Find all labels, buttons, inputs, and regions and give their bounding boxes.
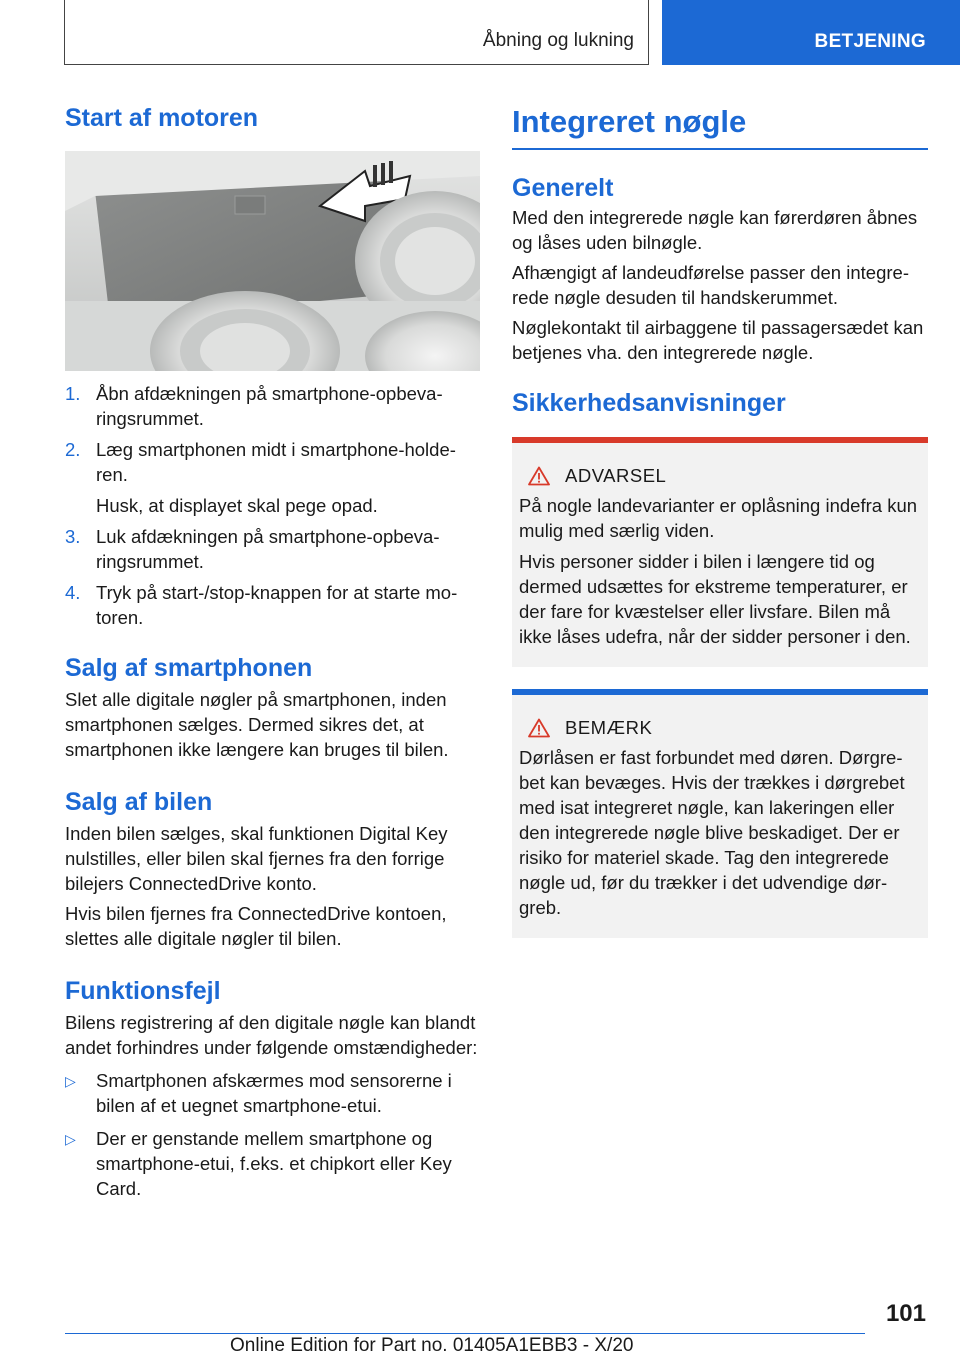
note-label: BEMÆRK [565,717,653,738]
left-column [65,100,480,1209]
right-column [512,100,928,938]
fault-bullet-list [65,1068,480,1201]
step-number: 2. [65,439,81,460]
warning-box [512,437,928,667]
general-heading: Generelt [512,174,614,202]
header-section-box [64,0,649,65]
list-item [65,1126,480,1201]
note-box [512,689,928,938]
general-paragraph-3: Nøglekontakt til airbaggene til passagersædet kan betjenes vha. den integrerede nøgle. [512,317,924,363]
sale-car-paragraph-2: Hvis bilen fjernes fra ConnectedDrive kontoen, slettes alle digitale nøgler til bilen. [65,903,447,949]
bullet-triangle-icon: ▷ [65,1073,76,1089]
fault-heading: Funktionsfejl [65,977,221,1005]
list-item [65,437,480,518]
footer-edition: Online Edition for Part no. 01405A1EBB3 - X/20 [230,1335,634,1356]
page-number: 101 [885,1300,926,1327]
bullet-text: Smartphonen afskærmes mod sensorerne i bilen af et uegnet smartphone-etui. [96,1070,452,1116]
step-number: 4. [65,582,81,603]
header-section-title: Åbning og lukning [482,30,634,51]
step-text: Åbn afdækningen på smartphone-opbevaringsrummet. [96,383,443,429]
footer-divider [65,1333,865,1334]
start-engine-heading: Start af motoren [65,104,259,132]
step-subtext: Husk, at displayet skal pege opad. [96,495,378,516]
step-text: Luk afdækningen på smartphone-opbevaringsrummet. [96,526,440,572]
sale-phone-heading: Salg af smartphonen [65,654,313,682]
note-header [519,717,920,739]
safety-heading: Sikkerhedsanvisninger [512,389,786,417]
sale-phone-paragraph: Slet alle digitale nøgler på smartphonen, inden smartphonen sælges. Dermed sikres det, at smartphonen ikke længere kan bruges til bilen. [65,689,449,760]
fault-paragraph: Bilens registrering af den digitale nøgle kan blandt andet forhindres under følgende omstændigheder: [65,1012,478,1058]
sale-car-paragraph-1: Inden bilen sælges, skal funktionen Digital Key nulstilles, eller bilen skal fjernes fra den forrige bilejers ConnectedDrive konto. [65,823,448,894]
warning-paragraph-2: Hvis personer sidder i bilen i længere tid og dermed udsættes for ekstreme temperaturer, er der fare for kvæstelser eller livsfare. Bilen må ikke låses udefra, når der sidder personer i den. [519,551,911,647]
start-steps-list [65,381,480,630]
header-chapter-title: BETJENING [814,31,926,52]
warning-header [519,465,920,487]
list-item [65,524,480,574]
step-number: 3. [65,526,81,547]
general-paragraph-1: Med den integrerede nøgle kan førerdøren åbnes og låses uden bilnøgle. [512,207,918,253]
warning-paragraph-1: På nogle landevarianter er oplåsning indefra kun mulig med særlig viden. [519,495,918,541]
sale-car-heading: Salg af bilen [65,788,213,816]
smartphone-tray-photo [65,151,480,371]
list-item [65,580,480,630]
smartphone-tray-illustration [65,151,480,371]
warning-triangle-icon [519,466,559,486]
bullet-triangle-icon: ▷ [65,1131,76,1147]
warning-triangle-icon [519,718,559,738]
step-number: 1. [65,383,81,404]
bullet-text: Der er genstande mellem smartphone og smartphone-etui, f.eks. et chipkort eller Key Card. [96,1128,452,1199]
integrated-key-heading: Integreret nøgle [512,100,928,150]
step-text: Læg smartphonen midt i smartphone-holderen. [96,439,456,485]
step-text: Tryk på start-/stop-knappen for at starte motoren. [96,582,458,628]
header-chapter-box [662,0,960,65]
warning-label: ADVARSEL [565,465,667,486]
general-paragraph-2: Afhængigt af landeudførelse passer den integrerede nøgle desuden til handskerummet. [512,262,909,308]
list-item [65,381,480,431]
list-item [65,1068,480,1118]
note-paragraph: Dørlåsen er fast forbundet med døren. Dørgrebet kan bevæges. Hvis der trækkes i dørgrebet med isat integreret nøgle, kan lakeringen eller den integrerede nøgle blive beskadiget. Der er risiko for materiel skade. Tag den integrerede nøgle ud, før du trækker i det udvendige dørgreb. [519,747,905,918]
